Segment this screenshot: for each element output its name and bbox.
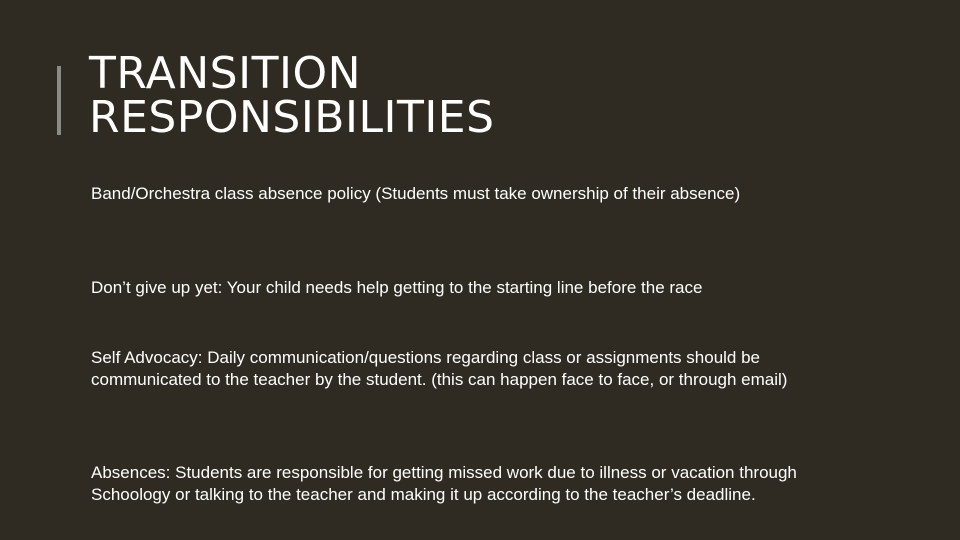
slide-title <box>89 48 495 143</box>
title-accent-bar <box>57 66 61 135</box>
paragraph-self-advocacy: Self Advocacy: Daily communication/questions regarding class or assignments should be communicated to the teacher by the student. (this can happen face to face, or through email) <box>91 348 788 389</box>
slide-title-line-1: TRANSITION <box>89 48 361 99</box>
paragraph-dont-give-up: Don’t give up yet: Your child needs help getting to the starting line before the race <box>91 278 703 297</box>
paragraph-absence-policy: Band/Orchestra class absence policy (Students must take ownership of their absence) <box>91 184 741 203</box>
paragraph-absences: Absences: Students are responsible for getting missed work due to illness or vacation through Schoology or talking to the teacher and making it up according to the teacher’s deadline. <box>91 463 797 504</box>
slide-title-line-2: RESPONSIBILITIES <box>89 92 495 143</box>
